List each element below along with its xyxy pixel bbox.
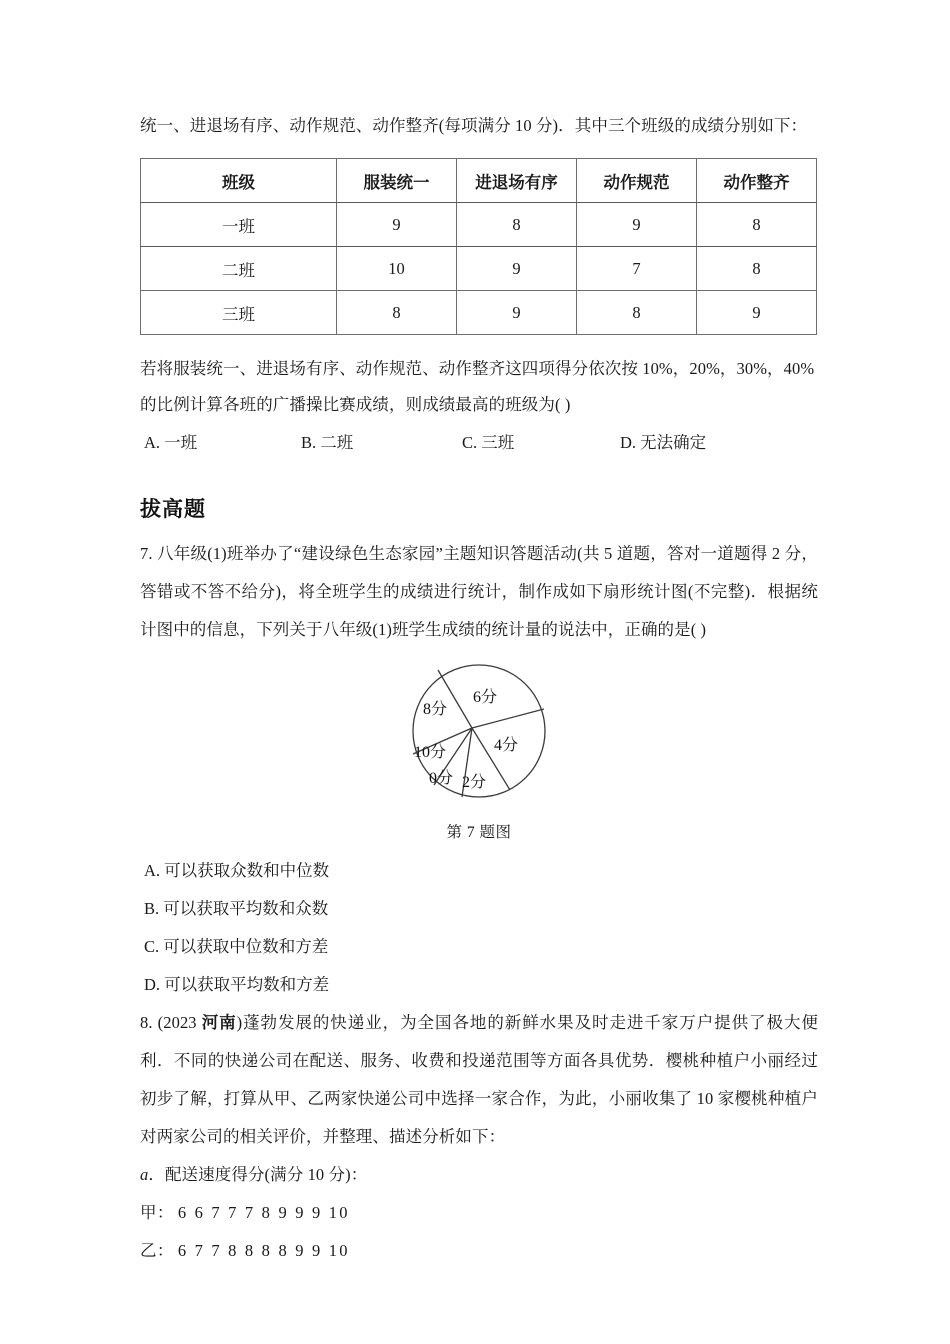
table-cell: 9 [697,291,817,335]
table-cell: 8 [577,291,697,335]
table-header [141,159,817,203]
q8-data-label-yi: 乙： [140,1241,174,1260]
pie-label-4: 4分 [493,737,519,754]
q8-item-a-marker: a [140,1165,149,1184]
q7-stem: 7. 八年级(1)班举办了“建设绿色生态家园”主题知识答题活动(共 5 道题，答对一道题得 2 分，答错或不答不给分)，将全班学生的成绩进行统计，制作成如下扇形统计图(不完整)．根据统计图中的信息，下列关于八年级(1)班学生成绩的统计量的说法中，正确的是( ) [140,544,818,639]
q8-stem [140,1004,818,1156]
q8-item-a-text: ．配送速度得分(满分 10 分)： [148,1165,368,1184]
table-cell: 8 [457,203,577,247]
page-content [140,110,818,1270]
q7-option-a[interactable]: A. 可以获取众数和中位数 [144,861,330,880]
table-cell: 8 [337,291,457,335]
table-header-row [141,159,817,203]
pie-label-10: 10分 [413,744,447,761]
q6-stem-line2: 的比例计算各班的广播操比赛成绩，则成绩最高的班级为( ) [140,395,571,414]
q8-prefix: 8. (2023 [140,1013,202,1032]
table-cell: 7 [577,247,697,291]
figure-caption: 第 7 题图 [446,824,512,841]
table-cell: 10 [337,247,457,291]
table-cell: 9 [457,247,577,291]
table-header-cell: 动作整齐 [697,159,817,203]
table-row [141,203,817,247]
table-body [141,203,817,335]
q7-figure [140,659,818,842]
q7-option-d[interactable]: D. 可以获取平均数和方差 [144,975,330,994]
q6-option-a[interactable]: A. 一班 [144,433,198,452]
table-header-cell: 班级 [141,159,337,203]
table-cell: 一班 [141,203,337,247]
pie-label-8: 8分 [422,701,448,718]
class-score-table [140,158,817,335]
table-header-cell: 动作规范 [577,159,697,203]
q8-data-label-jia: 甲： [140,1203,174,1222]
q8-stem-text: )蓬勃发展的快递业，为全国各地的新鲜水果及时走进千家万户提供了极大便利．不同的快递公司在配送、服务、收费和投递范围等方面各具优势．樱桃种植户小丽经过初步了解，打算从甲、乙两家快递公司中选择一家合作，为此，小丽收集了 10 家樱桃种植户对两家公司的相关评价，并整理、描述分析如下： [140,1013,818,1146]
table-cell: 9 [457,291,577,335]
table-cell: 9 [337,203,457,247]
pie-label-0: 0分 [428,770,454,787]
q7-options [140,852,818,1004]
section-heading-advanced: 拔高题 [140,497,206,521]
table-header-cell: 进退场有序 [457,159,577,203]
q7-option-c[interactable]: C. 可以获取中位数和方差 [144,937,329,956]
q6-option-b[interactable]: B. 二班 [301,433,354,452]
table-cell: 二班 [141,247,337,291]
q8-data-values-yi: 6 7 7 8 8 8 8 9 9 10 [177,1241,350,1260]
table-cell: 8 [697,247,817,291]
table-cell: 8 [697,203,817,247]
pie-chart [379,659,579,809]
q8-data-row-jia [140,1194,818,1232]
q6-options [140,429,818,463]
pie-label-2: 2分 [461,774,487,791]
q7-option-b[interactable]: B. 可以获取平均数和众数 [144,899,329,918]
q8-province: 河南 [201,1013,237,1032]
q6-option-c[interactable]: C. 三班 [462,433,515,452]
intro-paragraph: 统一、进退场有序、动作规范、动作整齐(每项满分 10 分)．其中三个班级的成绩分别如下： [140,116,808,135]
pie-label-6: 6分 [472,689,498,706]
table-row [141,247,817,291]
table-cell: 9 [577,203,697,247]
table-cell: 三班 [141,291,337,335]
q8-block [140,1004,818,1270]
q6-option-d[interactable]: D. 无法确定 [620,433,707,452]
q8-data-row-yi [140,1232,818,1270]
q8-item-a [140,1156,818,1194]
table-row [141,291,817,335]
table-header-cell: 服装统一 [337,159,457,203]
q6-stem-line1: 若将服装统一、进退场有序、动作规范、动作整齐这四项得分依次按 10%，20%，30%，40% [140,359,815,378]
q8-data-values-jia: 6 6 7 7 7 8 9 9 9 10 [177,1203,350,1222]
